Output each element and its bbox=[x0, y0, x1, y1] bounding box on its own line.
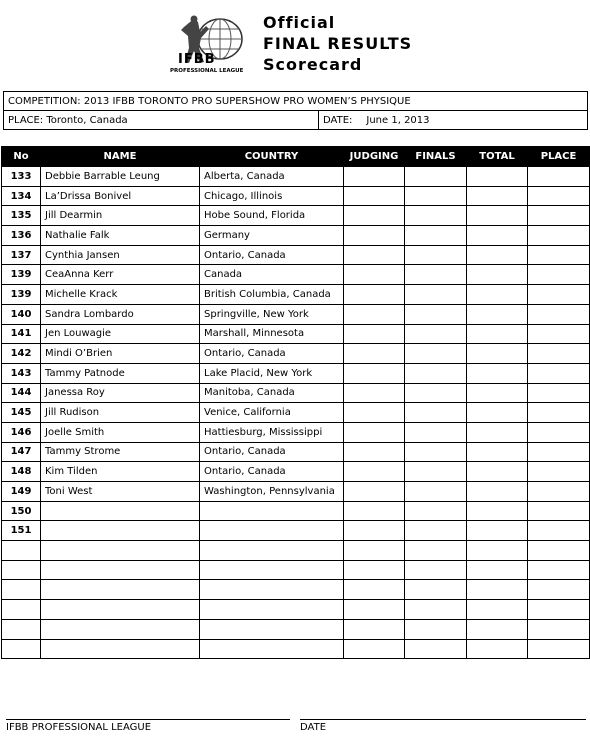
finals-score-cell bbox=[405, 501, 467, 521]
judging-score-cell bbox=[344, 442, 405, 462]
competitor-name bbox=[41, 541, 200, 561]
place-cell bbox=[528, 619, 590, 639]
place-cell bbox=[528, 442, 590, 462]
judging-score-cell bbox=[344, 541, 405, 561]
judging-score-cell bbox=[344, 482, 405, 502]
judging-score-cell bbox=[344, 167, 405, 187]
finals-score-cell bbox=[405, 344, 467, 364]
competitor-country: Springville, New York bbox=[200, 304, 344, 324]
competitor-number: 151 bbox=[2, 521, 41, 541]
place-cell bbox=[528, 304, 590, 324]
judging-score-cell bbox=[344, 245, 405, 265]
competitor-number: 145 bbox=[2, 403, 41, 423]
total-score-cell bbox=[467, 619, 528, 639]
competitor-name: Joelle Smith bbox=[41, 422, 200, 442]
competitor-number: 137 bbox=[2, 245, 41, 265]
finals-score-cell bbox=[405, 206, 467, 226]
title-line-scorecard: Scorecard bbox=[263, 55, 363, 74]
judging-score-cell bbox=[344, 285, 405, 305]
table-row bbox=[2, 619, 590, 639]
header-finals: FINALS bbox=[405, 147, 467, 167]
table-row bbox=[2, 521, 590, 541]
competitor-name: Jill Rudison bbox=[41, 403, 200, 423]
competition-field: COMPETITION: 2013 IFBB TORONTO PRO SUPERSHOW PRO WOMEN’S PHYSIQUE bbox=[4, 92, 588, 111]
table-header-row bbox=[2, 147, 590, 167]
judging-score-cell bbox=[344, 521, 405, 541]
finals-score-cell bbox=[405, 521, 467, 541]
date-value: June 1, 2013 bbox=[366, 114, 430, 126]
league-signature-label: IFBB PROFESSIONAL LEAGUE bbox=[6, 722, 152, 733]
judging-score-cell bbox=[344, 324, 405, 344]
table-row bbox=[2, 186, 590, 206]
place-cell bbox=[528, 363, 590, 383]
competitor-country bbox=[200, 501, 344, 521]
finals-score-cell bbox=[405, 639, 467, 659]
competitor-name: La’Drissa Bonivel bbox=[41, 186, 200, 206]
place-cell bbox=[528, 344, 590, 364]
finals-score-cell bbox=[405, 186, 467, 206]
competitor-number: 146 bbox=[2, 422, 41, 442]
total-score-cell bbox=[467, 206, 528, 226]
table-row bbox=[2, 344, 590, 364]
competition-info bbox=[3, 91, 588, 130]
finals-score-cell bbox=[405, 265, 467, 285]
competitor-number bbox=[2, 639, 41, 659]
competitor-country bbox=[200, 600, 344, 620]
judging-score-cell bbox=[344, 600, 405, 620]
total-score-cell bbox=[467, 403, 528, 423]
competitor-name: Sandra Lombardo bbox=[41, 304, 200, 324]
date-signature-label: DATE bbox=[300, 722, 327, 733]
competitor-country: Chicago, Illinois bbox=[200, 186, 344, 206]
total-score-cell bbox=[467, 383, 528, 403]
table-row bbox=[2, 206, 590, 226]
competitor-number: 135 bbox=[2, 206, 41, 226]
place-cell bbox=[528, 383, 590, 403]
table-row bbox=[2, 383, 590, 403]
competitor-country: Ontario, Canada bbox=[200, 344, 344, 364]
place-cell bbox=[528, 167, 590, 187]
competitor-name bbox=[41, 580, 200, 600]
competitor-number bbox=[2, 600, 41, 620]
competitor-number: 133 bbox=[2, 167, 41, 187]
place-cell bbox=[528, 285, 590, 305]
header-no: No bbox=[2, 147, 41, 167]
competitor-number: 144 bbox=[2, 383, 41, 403]
competitor-name: Tammy Strome bbox=[41, 442, 200, 462]
results-table bbox=[1, 146, 590, 659]
finals-score-cell bbox=[405, 482, 467, 502]
finals-score-cell bbox=[405, 167, 467, 187]
competitor-name: Cynthia Jansen bbox=[41, 245, 200, 265]
header-judging: JUDGING bbox=[344, 147, 405, 167]
competitor-name: Toni West bbox=[41, 482, 200, 502]
finals-score-cell bbox=[405, 442, 467, 462]
competitor-country bbox=[200, 639, 344, 659]
logo-subtext: PROFESSIONAL LEAGUE bbox=[170, 68, 244, 74]
table-row bbox=[2, 403, 590, 423]
competitor-name bbox=[41, 619, 200, 639]
header-country: COUNTRY bbox=[200, 147, 344, 167]
table-row bbox=[2, 639, 590, 659]
table-row bbox=[2, 324, 590, 344]
total-score-cell bbox=[467, 422, 528, 442]
table-row bbox=[2, 482, 590, 502]
competitor-number bbox=[2, 619, 41, 639]
place-cell bbox=[528, 226, 590, 246]
table-row bbox=[2, 226, 590, 246]
total-score-cell bbox=[467, 167, 528, 187]
competitor-name bbox=[41, 560, 200, 580]
finals-score-cell bbox=[405, 619, 467, 639]
table-row bbox=[2, 285, 590, 305]
judging-score-cell bbox=[344, 403, 405, 423]
table-row bbox=[2, 560, 590, 580]
judging-score-cell bbox=[344, 363, 405, 383]
table-row bbox=[2, 541, 590, 561]
competitor-number: 148 bbox=[2, 462, 41, 482]
total-score-cell bbox=[467, 639, 528, 659]
finals-score-cell bbox=[405, 422, 467, 442]
competitor-number: 139 bbox=[2, 265, 41, 285]
competitor-name: Tammy Patnode bbox=[41, 363, 200, 383]
competitor-country: Ontario, Canada bbox=[200, 462, 344, 482]
competitor-name bbox=[41, 521, 200, 541]
place-cell bbox=[528, 580, 590, 600]
place-cell bbox=[528, 560, 590, 580]
finals-score-cell bbox=[405, 324, 467, 344]
header-name: NAME bbox=[41, 147, 200, 167]
competitor-country: Ontario, Canada bbox=[200, 442, 344, 462]
title-line-final-results: FINAL RESULTS bbox=[263, 34, 413, 53]
judging-score-cell bbox=[344, 639, 405, 659]
place-cell bbox=[528, 186, 590, 206]
finals-score-cell bbox=[405, 580, 467, 600]
competitor-country: British Columbia, Canada bbox=[200, 285, 344, 305]
competitor-number: 149 bbox=[2, 482, 41, 502]
competitor-country: Washington, Pennsylvania bbox=[200, 482, 344, 502]
competitor-number bbox=[2, 541, 41, 561]
total-score-cell bbox=[467, 462, 528, 482]
total-score-cell bbox=[467, 580, 528, 600]
competitor-number: 139 bbox=[2, 285, 41, 305]
judging-score-cell bbox=[344, 206, 405, 226]
competitor-number: 140 bbox=[2, 304, 41, 324]
place-cell bbox=[528, 600, 590, 620]
total-score-cell bbox=[467, 285, 528, 305]
place-cell bbox=[528, 541, 590, 561]
competitor-country bbox=[200, 560, 344, 580]
competitor-name bbox=[41, 501, 200, 521]
finals-score-cell bbox=[405, 403, 467, 423]
competitor-country: Lake Placid, New York bbox=[200, 363, 344, 383]
total-score-cell bbox=[467, 245, 528, 265]
competitor-number bbox=[2, 580, 41, 600]
competitor-name: Nathalie Falk bbox=[41, 226, 200, 246]
place-cell bbox=[528, 245, 590, 265]
competitor-number: 143 bbox=[2, 363, 41, 383]
total-score-cell bbox=[467, 541, 528, 561]
finals-score-cell bbox=[405, 285, 467, 305]
finals-score-cell bbox=[405, 304, 467, 324]
competitor-country: Canada bbox=[200, 265, 344, 285]
judging-score-cell bbox=[344, 304, 405, 324]
competitor-country bbox=[200, 619, 344, 639]
competitor-name bbox=[41, 600, 200, 620]
judging-score-cell bbox=[344, 383, 405, 403]
competitor-number: 134 bbox=[2, 186, 41, 206]
date-signature-line bbox=[300, 719, 586, 733]
competitor-name: Michelle Krack bbox=[41, 285, 200, 305]
table-row bbox=[2, 304, 590, 324]
total-score-cell bbox=[467, 304, 528, 324]
place-cell bbox=[528, 462, 590, 482]
competitor-country: Manitoba, Canada bbox=[200, 383, 344, 403]
finals-score-cell bbox=[405, 383, 467, 403]
judging-score-cell bbox=[344, 265, 405, 285]
total-score-cell bbox=[467, 324, 528, 344]
finals-score-cell bbox=[405, 245, 467, 265]
place-cell bbox=[528, 422, 590, 442]
competitor-name: Debbie Barrable Leung bbox=[41, 167, 200, 187]
competitor-country bbox=[200, 580, 344, 600]
judging-score-cell bbox=[344, 619, 405, 639]
total-score-cell bbox=[467, 226, 528, 246]
competitor-country bbox=[200, 541, 344, 561]
table-row bbox=[2, 462, 590, 482]
judging-score-cell bbox=[344, 501, 405, 521]
finals-score-cell bbox=[405, 600, 467, 620]
competitor-number: 136 bbox=[2, 226, 41, 246]
competitor-country bbox=[200, 521, 344, 541]
judging-score-cell bbox=[344, 186, 405, 206]
judging-score-cell bbox=[344, 560, 405, 580]
total-score-cell bbox=[467, 482, 528, 502]
total-score-cell bbox=[467, 344, 528, 364]
total-score-cell bbox=[467, 363, 528, 383]
total-score-cell bbox=[467, 442, 528, 462]
finals-score-cell bbox=[405, 560, 467, 580]
competitor-country: Germany bbox=[200, 226, 344, 246]
competitor-name: Jen Louwagie bbox=[41, 324, 200, 344]
judging-score-cell bbox=[344, 580, 405, 600]
competitor-country: Venice, California bbox=[200, 403, 344, 423]
place-cell bbox=[528, 206, 590, 226]
competitor-name bbox=[41, 639, 200, 659]
total-score-cell bbox=[467, 265, 528, 285]
header-place: PLACE bbox=[528, 147, 590, 167]
judging-score-cell bbox=[344, 226, 405, 246]
competitor-number: 147 bbox=[2, 442, 41, 462]
place-cell bbox=[528, 265, 590, 285]
competitor-country: Ontario, Canada bbox=[200, 245, 344, 265]
total-score-cell bbox=[467, 560, 528, 580]
competitor-number: 142 bbox=[2, 344, 41, 364]
place-cell bbox=[528, 403, 590, 423]
table-row bbox=[2, 580, 590, 600]
results-body bbox=[2, 167, 590, 659]
competitor-name: Mindi O’Brien bbox=[41, 344, 200, 364]
finals-score-cell bbox=[405, 541, 467, 561]
title-line-official: Official bbox=[263, 13, 336, 32]
logo-text: IFBB bbox=[178, 52, 216, 67]
total-score-cell bbox=[467, 186, 528, 206]
competitor-name: Kim Tilden bbox=[41, 462, 200, 482]
competitor-number: 141 bbox=[2, 324, 41, 344]
total-score-cell bbox=[467, 521, 528, 541]
place-cell bbox=[528, 521, 590, 541]
place-cell bbox=[528, 501, 590, 521]
competitor-name: Janessa Roy bbox=[41, 383, 200, 403]
competitor-country: Hattiesburg, Mississippi bbox=[200, 422, 344, 442]
competitor-name: Jill Dearmin bbox=[41, 206, 200, 226]
table-row bbox=[2, 600, 590, 620]
judging-score-cell bbox=[344, 462, 405, 482]
judging-score-cell bbox=[344, 422, 405, 442]
place-cell bbox=[528, 482, 590, 502]
place-cell bbox=[528, 324, 590, 344]
table-row bbox=[2, 422, 590, 442]
competitor-number bbox=[2, 560, 41, 580]
date-field bbox=[319, 111, 588, 130]
table-row bbox=[2, 167, 590, 187]
competitor-number: 150 bbox=[2, 501, 41, 521]
header-total: TOTAL bbox=[467, 147, 528, 167]
competitor-country: Hobe Sound, Florida bbox=[200, 206, 344, 226]
date-label: DATE: bbox=[323, 114, 353, 126]
finals-score-cell bbox=[405, 363, 467, 383]
place-field: PLACE: Toronto, Canada bbox=[4, 111, 319, 130]
judging-score-cell bbox=[344, 344, 405, 364]
league-signature-line bbox=[6, 719, 290, 733]
competitor-country: Alberta, Canada bbox=[200, 167, 344, 187]
finals-score-cell bbox=[405, 462, 467, 482]
table-row bbox=[2, 442, 590, 462]
competitor-country: Marshall, Minnesota bbox=[200, 324, 344, 344]
page-title bbox=[263, 12, 412, 75]
place-cell bbox=[528, 639, 590, 659]
competitor-name: CeaAnna Kerr bbox=[41, 265, 200, 285]
table-row bbox=[2, 501, 590, 521]
table-row bbox=[2, 245, 590, 265]
table-row bbox=[2, 363, 590, 383]
total-score-cell bbox=[467, 501, 528, 521]
table-row bbox=[2, 265, 590, 285]
ifbb-logo bbox=[168, 14, 258, 78]
total-score-cell bbox=[467, 600, 528, 620]
finals-score-cell bbox=[405, 226, 467, 246]
